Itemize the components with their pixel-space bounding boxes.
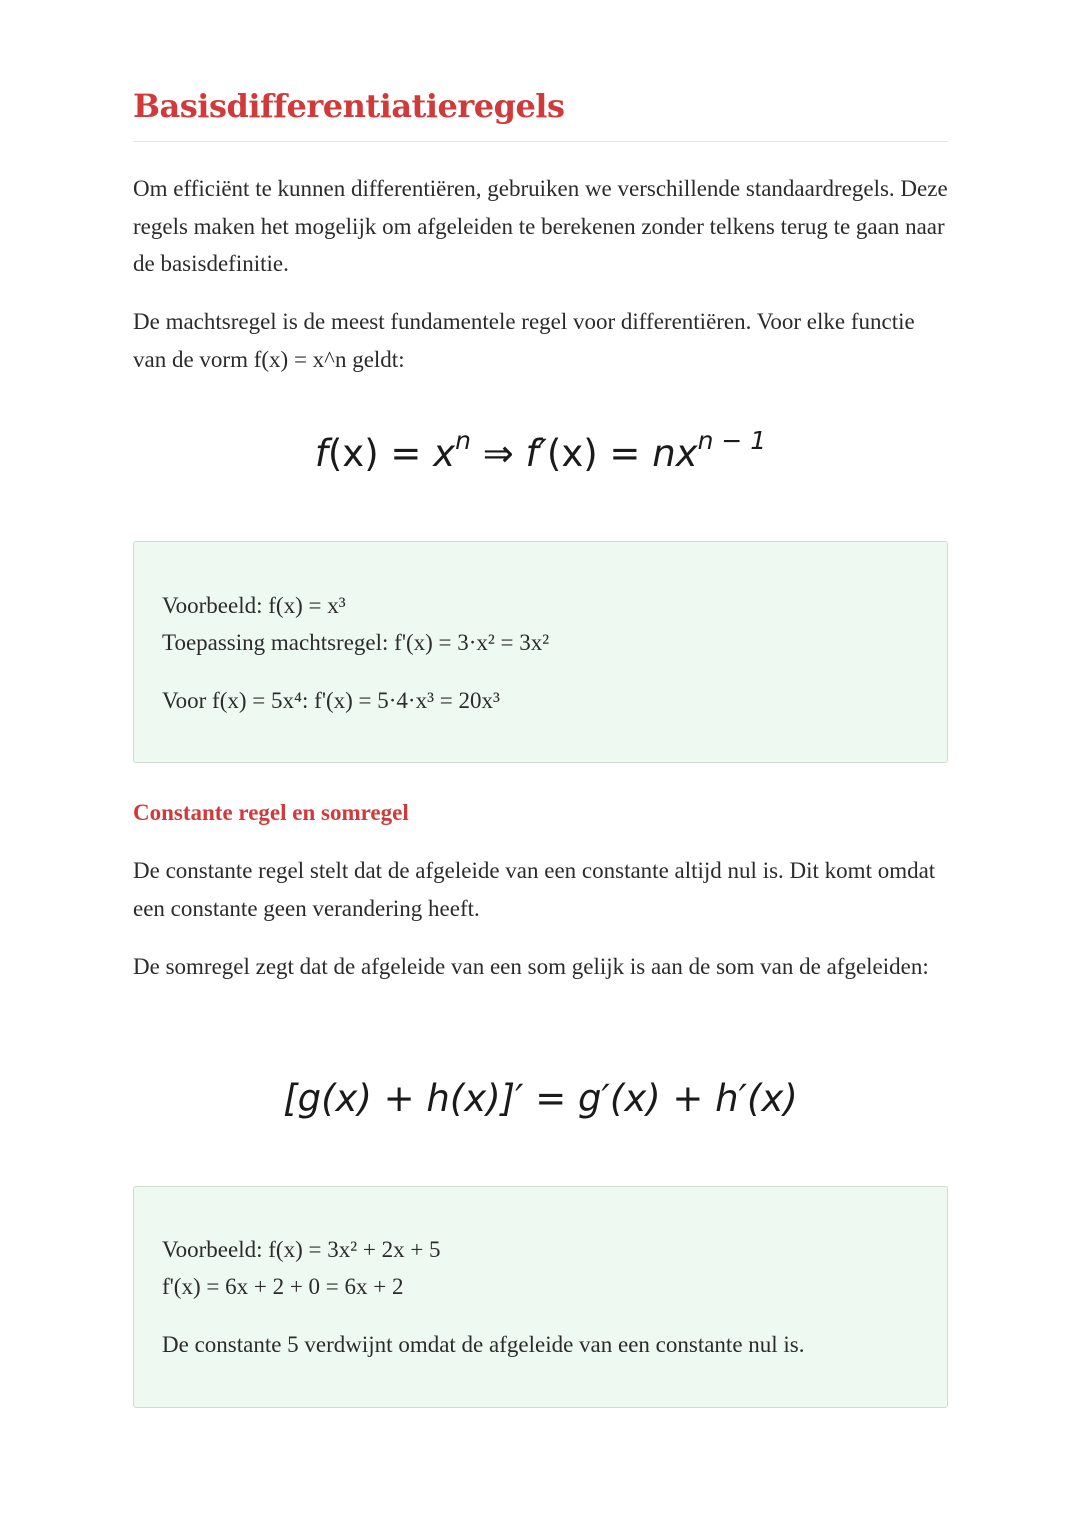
- constant-rule-paragraph: De constante regel stelt dat de afgeleide van een constante altijd nul is. Dit komt omdat een constante geen verandering heeft.: [133, 858, 936, 921]
- example-line: Toepassing machtsregel: f'(x) = 3·x² = 3x²: [162, 630, 550, 655]
- example-line: De constante 5 verdwijnt omdat de afgeleide van een constante nul is.: [162, 1332, 805, 1357]
- formula-symbol: f: [314, 432, 328, 475]
- page-title: Basisdifferentiatieregels: [133, 87, 565, 125]
- example-box-power-rule: [133, 541, 948, 763]
- formula-symbol: nx: [652, 432, 698, 475]
- formula-symbol: (x) =: [327, 432, 434, 475]
- intro-paragraph: Om efficiënt te kunnen differentiëren, gebruiken we verschillende standaardregels. Deze regels maken het mogelijk om afgeleiden te berekenen zonder telkens terug te gaan naar de basisdefinitie.: [133, 176, 948, 276]
- formula-symbol: x: [433, 432, 456, 475]
- example-line: Voor f(x) = 5x⁴: f'(x) = 5·4·x³ = 20x³: [162, 688, 500, 713]
- example-box-sum-rule: [133, 1186, 948, 1408]
- formula-symbol: (x) =: [546, 432, 653, 475]
- formula-exponent: n: [455, 426, 471, 455]
- sum-rule-paragraph: De somregel zegt dat de afgeleide van een som gelijk is aan de som van de afgeleiden:: [133, 954, 929, 979]
- formula-symbol: f′: [525, 432, 547, 475]
- implies-arrow: ⇒: [470, 432, 526, 475]
- title-divider: [133, 141, 948, 142]
- formula-text: [g(x) + h(x)]′ = g′(x) + h′(x): [283, 1077, 798, 1120]
- example-line: Voorbeeld: f(x) = 3x² + 2x + 5: [162, 1237, 441, 1262]
- power-rule-formula: [133, 426, 948, 475]
- example-line: f'(x) = 6x + 2 + 0 = 6x + 2: [162, 1274, 404, 1299]
- formula-exponent: n − 1: [697, 426, 767, 455]
- power-rule-paragraph: De machtsregel is de meest fundamentele regel voor differentiëren. Voor elke functie van de vorm f(x) = x^n geldt:: [133, 309, 915, 372]
- section-subtitle: Constante regel en somregel: [133, 800, 409, 825]
- example-line: Voorbeeld: f(x) = x³: [162, 593, 346, 618]
- sum-rule-formula: [133, 1077, 948, 1120]
